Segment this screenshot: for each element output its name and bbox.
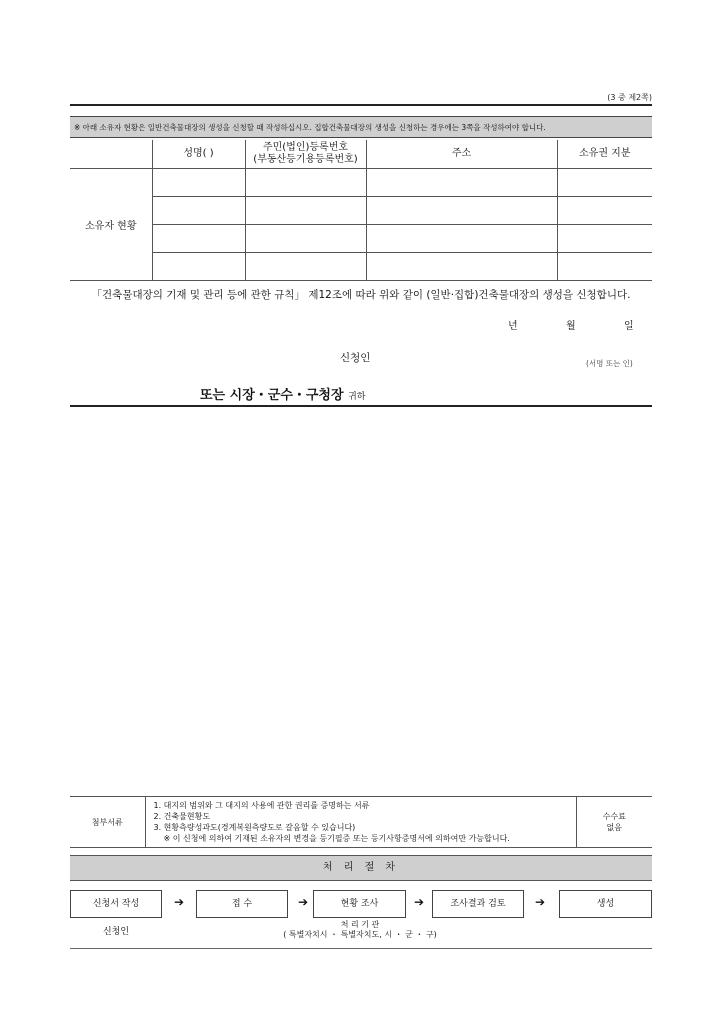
procedure-step-apply: 신청서 작성 (70, 890, 162, 918)
owner-name-field[interactable] (152, 197, 245, 225)
header-name: 성명( ) (152, 140, 245, 169)
date-year-label: 년 (508, 321, 518, 332)
owner-address-field[interactable] (366, 169, 557, 197)
owner-id-field[interactable] (245, 197, 366, 225)
fee-value: 없음 (606, 823, 622, 832)
owner-notice: ※ 아래 소유자 현황은 일반건축물대장의 생성을 신청할 때 작성하십시오. 집합건축물대장의 생성을 신청하는 경우에는 3쪽을 작성하여야 합니다. (70, 116, 652, 138)
owner-id-field[interactable] (245, 169, 366, 197)
agency-title: 처 리 기 관 (340, 920, 380, 929)
bottom-rule (70, 948, 652, 949)
attachments-table (70, 796, 652, 848)
header-id-line1: 주민(법인)등록번호 (262, 142, 349, 153)
attachment-item: 1. 대지의 범위와 그 대지의 사용에 관한 권리를 증명하는 서류 (153, 801, 370, 810)
attachment-item: 3. 현황측량성과도(경계복원측량도로 갈음할 수 있습니다) (153, 823, 356, 832)
processing-agency (240, 920, 480, 940)
owner-name-field[interactable] (152, 253, 245, 281)
owner-address-field[interactable] (366, 253, 557, 281)
header-address: 주소 (366, 140, 557, 169)
arrow-right-icon: ➔ (298, 895, 309, 909)
addressee (200, 384, 365, 403)
owner-id-field[interactable] (245, 253, 366, 281)
addressee-suffix: 귀하 (348, 392, 366, 402)
owner-share-field[interactable] (557, 169, 652, 197)
attachments-list (145, 797, 576, 848)
owner-address-field[interactable] (366, 197, 557, 225)
addressee-main: 또는 시장・군수・구청장 (200, 388, 344, 403)
procedure-step-receipt: 접 수 (196, 890, 288, 918)
page-number: (3 중 제2쪽) (607, 93, 652, 102)
header-id-line2: (부동산등기용등록번호) (253, 154, 358, 165)
arrow-right-icon: ➔ (414, 895, 425, 909)
arrow-right-icon: ➔ (174, 895, 185, 909)
header-share: 소유권 지분 (557, 140, 652, 169)
procedure-applicant-label: 신청인 (102, 927, 130, 937)
section-label-spacer (70, 140, 152, 169)
attachment-item: 2. 건축물현황도 (153, 812, 211, 821)
procedure-step-review: 조사결과 검토 (432, 890, 524, 918)
procedure-step-survey: 현황 조사 (313, 890, 406, 918)
attachment-note: ※ 이 신청에 의하여 기재된 소유자의 변경을 등기필증 또는 등기사항증명서에 의하여만 가능합니다. (163, 834, 510, 843)
arrow-right-icon: ➔ (535, 895, 546, 909)
owner-share-field[interactable] (557, 197, 652, 225)
application-statement: 「건축물대장의 기재 및 관리 등에 관한 규칙」 제12조에 따라 위와 같이 (일반·집합)건축물대장의 생성을 신청합니다. (91, 289, 631, 301)
date-month-label: 월 (566, 321, 576, 332)
owner-section-label: 소유자 현황 (70, 169, 152, 281)
fee-cell (576, 797, 652, 848)
signature-label: (서명 또는 인) (586, 359, 633, 368)
owner-name-field[interactable] (152, 169, 245, 197)
owner-id-field[interactable] (245, 225, 366, 253)
header-id (245, 140, 366, 169)
procedure-step-create: 생성 (559, 890, 652, 918)
date-day-label: 일 (624, 321, 634, 332)
top-rule (70, 104, 652, 106)
applicant-label: 신청인 (340, 352, 371, 364)
procedure-title: 처 리 절 차 (70, 855, 652, 881)
owner-name-field[interactable] (152, 225, 245, 253)
owner-share-field[interactable] (557, 253, 652, 281)
owner-share-field[interactable] (557, 225, 652, 253)
agency-detail: ( 특별자치시 ・ 특별자치도, 시 ・ 군 ・ 구) (283, 930, 437, 939)
owner-address-field[interactable] (366, 225, 557, 253)
owner-status-table (70, 140, 652, 281)
section-end-rule (70, 405, 652, 407)
fee-label: 수수료 (602, 812, 626, 821)
attachments-label: 첨부서류 (70, 797, 145, 848)
